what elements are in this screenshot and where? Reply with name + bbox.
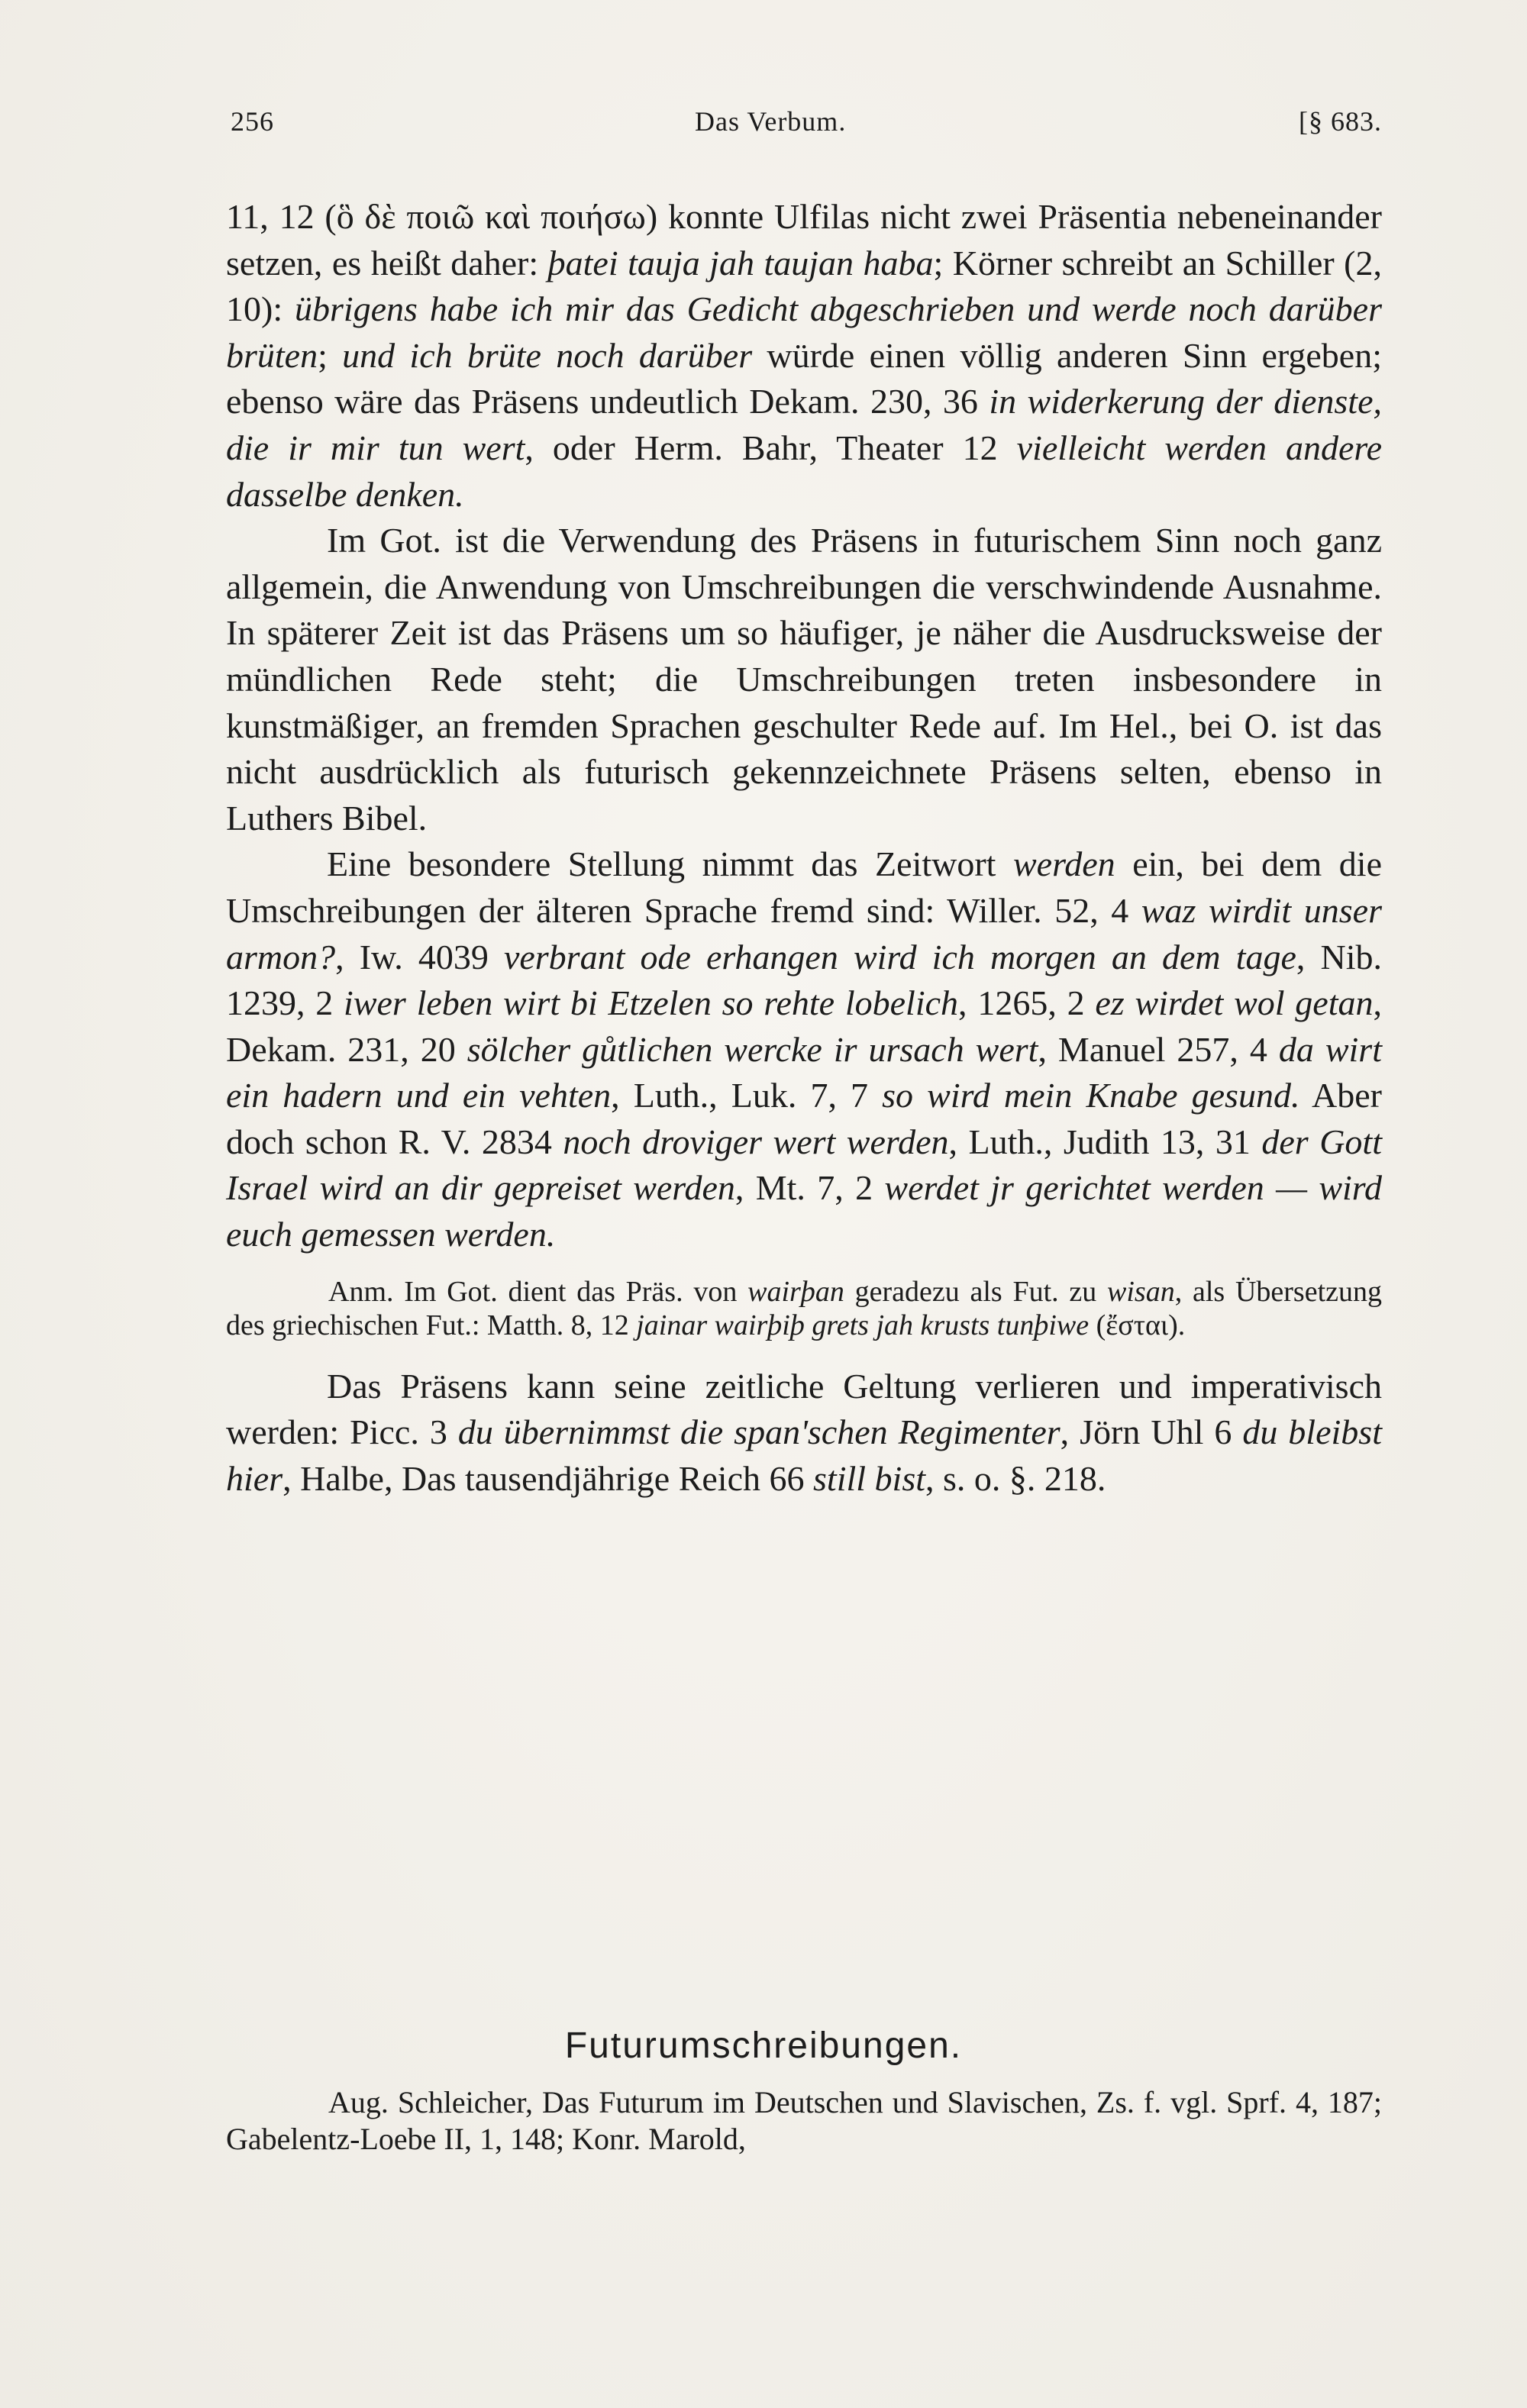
running-header	[229, 105, 1382, 151]
text-run: würde einen völlig anderen Sinn ergeben; ebenso wäre das Präsens undeutlich Dekam. 230, 36	[226, 335, 1382, 421]
text-run: , Halbe, Das tausendjährige Reich 66	[282, 1458, 814, 1498]
quotation: werdet jr gerichtet werden — wird euch gemessen werden.	[226, 1168, 1382, 1254]
quotation: noch droviger wert werden	[563, 1122, 949, 1161]
quotation: in widerkerung der dienste, die ir mir tun wert	[226, 382, 1382, 467]
text-run: ; Körner schreibt an Schiller (2, 10):	[226, 243, 1382, 329]
quotation: du übernimmst die span'schen Regimenter	[457, 1412, 1061, 1452]
section-heading: Futurumschreibungen.	[564, 2025, 963, 2066]
quotation: wairþan	[747, 1275, 844, 1308]
text-run: , Nib. 1239, 2	[226, 937, 1382, 1023]
quotation: iwer leben wirt bi Etzelen so rehte lobelich	[344, 983, 959, 1023]
quotation: verbrant ode erhangen wird ich morgen an dem tage	[503, 937, 1296, 976]
text-run: , Dekam. 231, 20	[226, 983, 1382, 1069]
text-run: , Mt. 7, 2	[734, 1168, 885, 1208]
bibliography	[226, 2084, 1382, 2158]
paragraph-2: Im Got. ist die Verwendung des Präsens in futurischem Sinn noch ganz allgemein, die Anwendung von Umschreibungen die verschwindende Ausnahme. In späterer Zeit ist das Präsens um so häufiger, je näher die Ausdrucksweise der mündlichen Rede steht; die Umschreibungen treten insbesondere in kunstmäßiger, an fremden Sprachen geschulter Rede auf. Im Hel., bei O. ist das nicht ausdrücklich als futurisch gekennzeichnete Präsens selten, ebenso in Luthers Bibel.	[226, 521, 1382, 838]
bibliography-entry: Aug. Schleicher, Das Futurum im Deutschen und Slavischen, Zs. f. vgl. Sprf. 4, 187; Gabelentz-Loebe II, 1, 148; Konr. Marold,	[226, 2085, 1382, 2156]
text-run: ein, bei dem die Umschreibungen der älteren Sprache fremd sind: Willer. 52, 4	[226, 844, 1382, 930]
text-run: , oder Herm. Bahr, Theater 12	[525, 428, 1017, 467]
paragraph-4	[226, 1364, 1382, 1503]
text-run: (ἔσται).	[1089, 1309, 1186, 1341]
quotation: der Gott Israel wird an dir gepreiset werden	[226, 1122, 1382, 1208]
quotation: und ich brüte noch darüber	[342, 335, 753, 375]
paragraph-3	[226, 841, 1382, 1257]
text-run: , Manuel 257, 4	[1038, 1029, 1279, 1069]
text-run: , 1265, 2	[958, 983, 1096, 1023]
quotation: so wird mein Knabe gesund.	[882, 1076, 1300, 1115]
quotation: übrigens habe ich mir das Gedicht abgeschrieben und werde noch darüber brüten	[226, 289, 1382, 375]
quotation: still bist	[813, 1458, 925, 1498]
annotation-note	[226, 1275, 1382, 1342]
quotation: þatei tauja jah taujan haba	[547, 243, 934, 282]
text-run: , Jörn Uhl 6	[1060, 1412, 1243, 1452]
quotation: werden	[1012, 844, 1115, 884]
text-run: , Iw. 4039	[335, 937, 504, 976]
text-run: Das Präsens kann seine zeitliche Geltung verlieren und imperativisch werden: Picc. 3	[226, 1366, 1382, 1452]
text-run: Anm. Im Got. dient das Präs. von	[328, 1275, 748, 1308]
section-reference: [§ 683.	[1299, 106, 1382, 137]
page-number: 256	[231, 106, 274, 137]
text-run: Eine besondere Stellung nimmt das Zeitwort	[327, 844, 1013, 884]
quotation: du bleibst hier	[226, 1412, 1382, 1498]
text-run: , Luth., Luk. 7, 7	[611, 1076, 883, 1115]
paragraph-1	[226, 194, 1382, 518]
quotation: sölcher gůtlichen wercke ir ursach wert	[466, 1029, 1038, 1069]
main-text	[226, 194, 1382, 1502]
running-title: Das Verbum.	[695, 106, 847, 137]
text-run: 11, 12 (ὃ δὲ ποιῶ καὶ ποιήσω) konnte Ulfilas nicht zwei Präsentia nebeneinander setzen, es heißt daher:	[226, 197, 1382, 282]
quotation: waz wirdit unser armon?	[226, 890, 1382, 976]
quotation: vielleicht werden andere dasselbe denken.	[226, 428, 1382, 514]
quotation: jainar wairþiþ grets jah krusts tunþiwe	[636, 1309, 1090, 1341]
quotation: da wirt ein hadern und ein vehten	[226, 1029, 1382, 1115]
text-run: , s. o. §. 218.	[925, 1458, 1106, 1498]
quotation: ez wirdet wol getan	[1095, 983, 1374, 1023]
quotation: wisan	[1107, 1275, 1175, 1308]
text-run: , als Übersetzung des griechischen Fut.: Matth. 8, 12	[226, 1275, 1383, 1341]
text-run: , Luth., Judith 13, 31	[948, 1122, 1262, 1161]
text-run: geradezu als Fut. zu	[844, 1275, 1108, 1308]
text-run: ;	[318, 335, 343, 375]
text-run: Aber doch schon R. V. 2834	[226, 1076, 1382, 1161]
